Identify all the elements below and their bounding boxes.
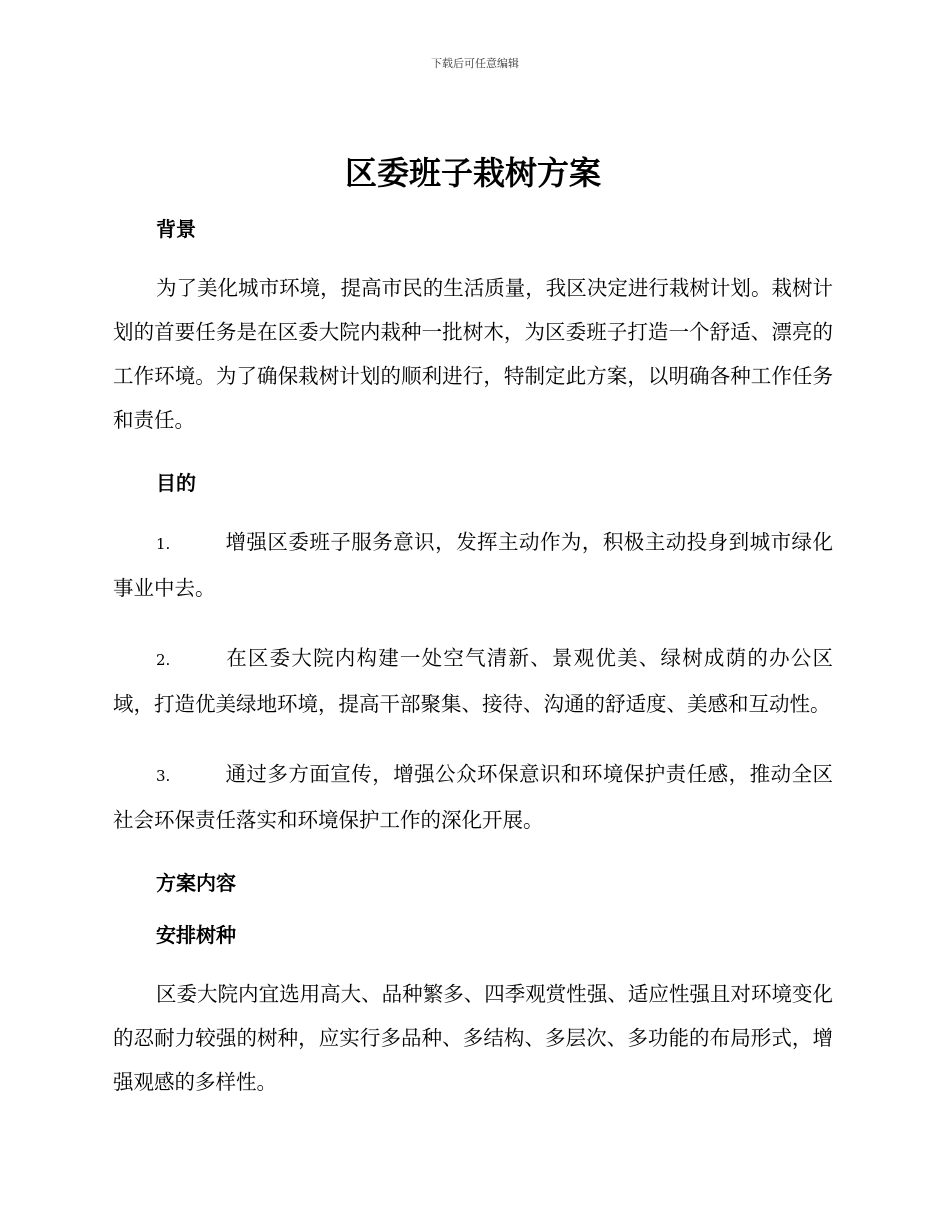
species-paragraph: 区委大院内宜选用高大、品种繁多、四季观赏性强、适应性强且对环境变化的忍耐力较强的树种，应实行多品种、多结构、多层次、多功能的布局形式，增强观感的多样性。: [113, 982, 833, 1094]
purpose-item: [113, 636, 833, 726]
document-body: [113, 150, 833, 1130]
header-note: 下载后可任意编辑: [431, 57, 519, 70]
document-title: 区委班子栽树方案: [344, 154, 601, 192]
item-number: 2.: [156, 651, 171, 669]
section-heading-plan: 方案内容: [156, 871, 236, 895]
item-number: 1.: [156, 535, 171, 553]
item-text: 增强区委班子服务意识，发挥主动作为，积极主动投身到城市绿化事业中去。: [113, 530, 833, 600]
section-heading-purpose: 目的: [156, 471, 196, 495]
section-heading-species: 安排树种: [156, 923, 236, 947]
item-text: 在区委大院内构建一处空气清新、景观优美、绿树成荫的办公区域，打造优美绿地环境，提高干部聚集、接待、沟通的舒适度、美感和互动性。: [113, 646, 833, 716]
purpose-item: [113, 520, 833, 610]
item-text: 通过多方面宣传，增强公众环保意识和环境保护责任感，推动全区社会环保责任落实和环境保护工作的深化开展。: [113, 762, 833, 832]
section-heading-background: 背景: [156, 217, 196, 241]
item-number: 3.: [156, 767, 171, 785]
background-paragraph: 为了美化城市环境，提高市民的生活质量，我区决定进行栽树计划。栽树计划的首要任务是在区委大院内栽种一批树木，为区委班子打造一个舒适、漂亮的工作环境。为了确保栽树计划的顺利进行，特制定此方案，以明确各种工作任务和责任。: [113, 276, 833, 432]
purpose-item: [113, 752, 833, 842]
